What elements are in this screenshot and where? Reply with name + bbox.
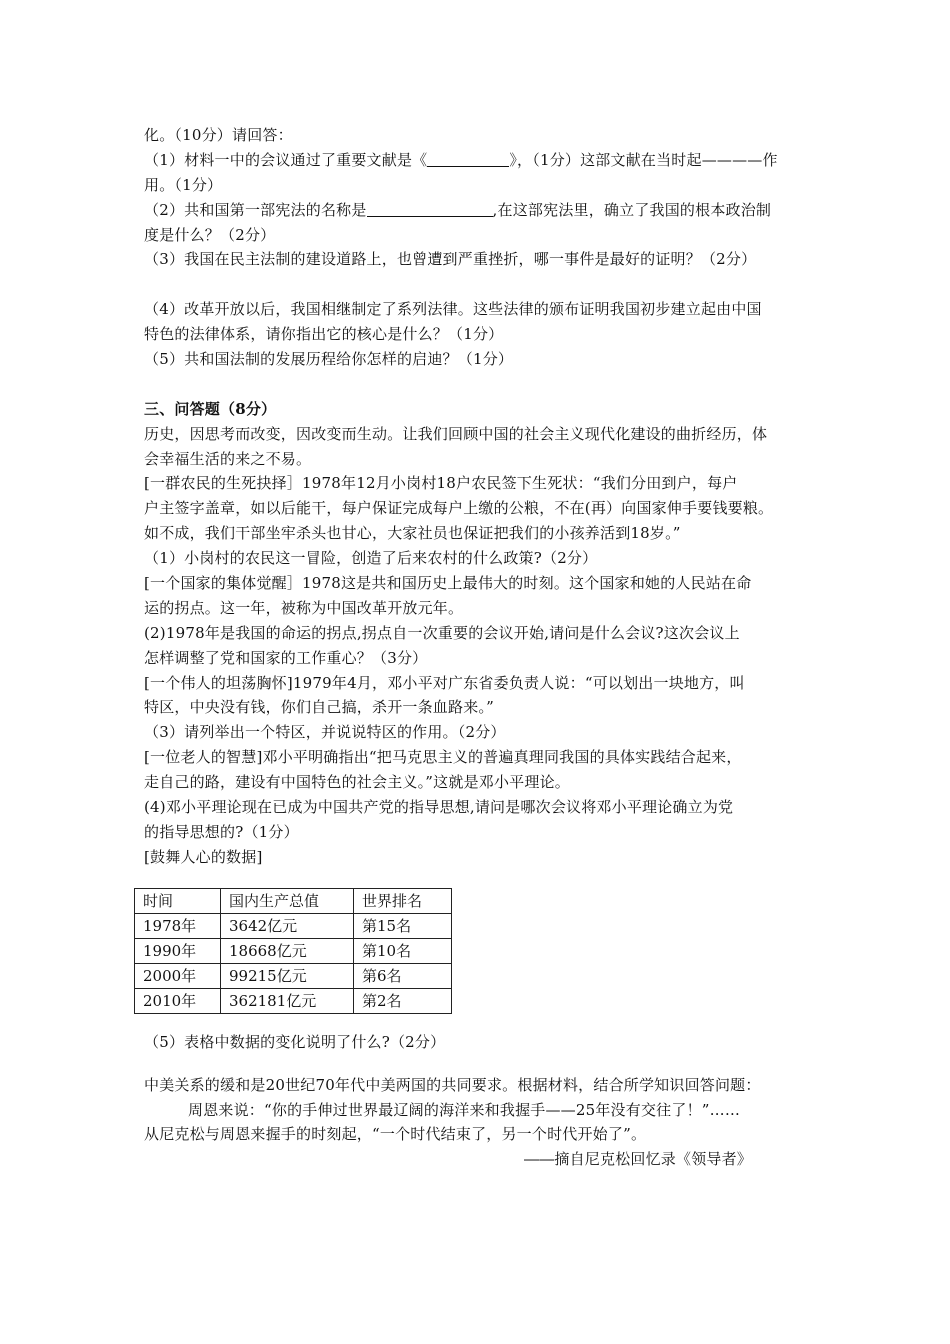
page-content [144, 123, 814, 1172]
table-cell: 362181亿元 [221, 988, 354, 1013]
question-3: （3）我国在民主法制的建设道路上，也曾遭到严重挫折，哪一事件是最好的证明？（2分） [144, 250, 757, 269]
material-5: [鼓舞人心的数据] [144, 847, 263, 866]
question-4: （4）改革开放以后，我国相继制定了系列法律。这些法律的颁布证明我国初步建立起由中国 [144, 300, 762, 319]
question-5: （5）共和国法制的发展历程给你怎样的启迪？（1分） [144, 350, 514, 369]
table-cell: 3642亿元 [221, 913, 354, 938]
material-1-cont: 户主签字盖章，如以后能干，每户保证完成每户上缴的公粮，不在(再）向国家伸手要钱要粮。 [144, 499, 774, 518]
question-2-line [144, 198, 814, 223]
table-row [135, 963, 452, 988]
q2-text-a: （2）共和国第一部宪法的名称是 [144, 200, 367, 219]
s3-question-1: （1）小岗村的农民这一冒险，创造了后来农村的什么政策?（2分） [144, 549, 598, 568]
spacer [144, 372, 814, 397]
table-row [135, 988, 452, 1013]
table-cell: 1978年 [135, 913, 221, 938]
question-1-cont: 用。（1分） [144, 175, 223, 194]
s3-question-4: (4)邓小平理论现在已成为中国共产党的指导思想,请问是哪次会议将邓小平理论确立为党 [144, 798, 734, 817]
table-header-cell: 世界排名 [354, 888, 452, 913]
section-3-intro-cont: 会幸福生活的来之不易。 [144, 449, 312, 468]
q1-text-b: 》，（1分）这部文献在当时起————作 [509, 150, 778, 169]
answer-blank-2[interactable] [367, 200, 493, 217]
q2-text-b: ,在这部宪法里，确立了我国的根本政治制 [492, 200, 772, 219]
question-4-cont: 特色的法律体系，请你指出它的核心是什么？（1分） [144, 325, 504, 344]
material-4: [一位老人的智慧]邓小平明确指出“把马克思主义的普遍真理同我国的具体实践结合起来， [144, 748, 742, 767]
table-cell: 18668亿元 [221, 938, 354, 963]
question-1-line [144, 148, 814, 173]
material-3-cont: 特区，中央没有钱，你们自己搞，杀开一条血路来。” [144, 698, 494, 717]
table-cell: 第10名 [354, 938, 452, 963]
s3-question-2-cont: 怎样调整了党和国家的工作重心？（3分） [144, 648, 428, 667]
material-2: [一个国家的集体觉醒］1978这是共和国历史上最伟大的时刻。这个国家和她的人民站在命 [144, 574, 752, 593]
section-3-heading: 三、问答题（8分） [144, 399, 277, 418]
section-4-quote-cont: 从尼克松与周恩来握手的时刻起，“一个时代结束了，另一个时代开始了”。 [144, 1125, 647, 1144]
table-cell: 第2名 [354, 988, 452, 1013]
answer-blank-1[interactable] [427, 150, 509, 167]
table-header-cell: 国内生产总值 [221, 888, 354, 913]
table-row [135, 913, 452, 938]
section-4-intro: 中美关系的缓和是20世纪70年代中美两国的共同要求。根据材料，结合所学知识回答问题： [144, 1075, 761, 1094]
question-2-cont: 度是什么？（2分） [144, 225, 276, 244]
spacer [144, 272, 814, 297]
material-1: [一群农民的生死抉择］1978年12月小岗村18户农民签下生死状：“我们分田到户，每户 [144, 474, 738, 493]
question-intro-tail: 化。（10分）请回答： [144, 126, 293, 144]
table-cell: 99215亿元 [221, 963, 354, 988]
gdp-table [134, 888, 452, 1014]
q1-text-a: （1）材料一中的会议通过了重要文献是《 [144, 150, 428, 169]
table-cell: 第15名 [354, 913, 452, 938]
material-3: [一个伟人的坦荡胸怀]1979年4月，邓小平对广东省委负责人说：“可以划出一块地方，叫 [144, 673, 745, 692]
table-cell: 2000年 [135, 963, 221, 988]
spacer [144, 1055, 814, 1073]
table-header-cell: 时间 [135, 888, 221, 913]
material-1-cont: 如不成，我们干部坐牢杀头也甘心，大家社员也保证把我们的小孩养活到18岁。” [144, 524, 681, 543]
section-4-quote: 周恩来说：“你的手伸过世界最辽阔的海洋来和我握手——25年没有交往了！”…… [188, 1100, 741, 1119]
table-cell: 第6名 [354, 963, 452, 988]
s3-question-5: （5）表格中数据的变化说明了什么?（2分） [144, 1032, 446, 1051]
material-2-cont: 运的拐点。这一年，被称为中国改革开放元年。 [144, 598, 464, 617]
s3-question-3: （3）请列举出一个特区，并说说特区的作用。（2分） [144, 723, 506, 742]
s3-question-2: (2)1978年是我国的命运的拐点,拐点自一次重要的会议开始,请问是什么会议?这次会议上 [144, 623, 740, 642]
quote-source: ――摘自尼克松回忆录《领导者》 [524, 1150, 753, 1169]
section-3-intro: 历史，因思考而改变，因改变而生动。让我们回顾中国的社会主义现代化建设的曲折经历，体 [144, 424, 768, 443]
table-header-row [135, 888, 452, 913]
table-row [135, 938, 452, 963]
material-4-cont: 走自己的路，建设有中国特色的社会主义。”这就是邓小平理论。 [144, 773, 570, 792]
s3-question-4-cont: 的指导思想的?（1分） [144, 822, 299, 841]
table-cell: 2010年 [135, 988, 221, 1013]
table-cell: 1990年 [135, 938, 221, 963]
